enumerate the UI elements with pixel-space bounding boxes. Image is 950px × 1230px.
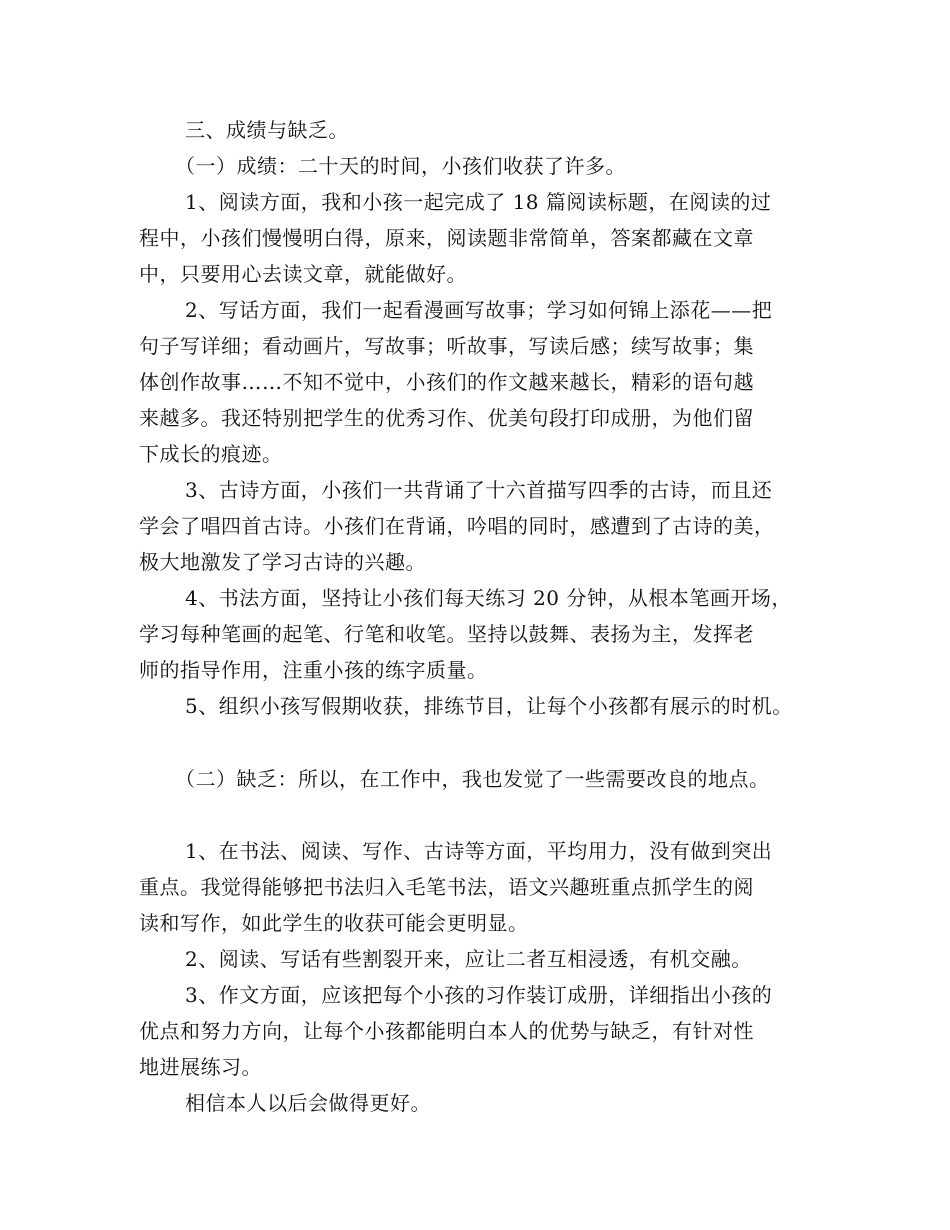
short1-line-1: 1、在书法、阅读、写作、古诗等方面，平均用力，没有做到突出 xyxy=(185,839,773,863)
short3-line-1: 3、作文方面，应该把每个小孩的习作装订成册，详细指出小孩的 xyxy=(185,983,773,1007)
item2-line-4: 来越多。我还特别把学生的优秀习作、优美句段打印成册，为他们留 xyxy=(139,406,754,430)
shortcomings-heading: （二）缺乏：所以，在工作中，我也发觉了一些需要改良的地点。 xyxy=(175,767,770,791)
short2-line: 2、阅读、写话有些割裂开来，应让二者互相浸透，有机交融。 xyxy=(185,947,752,971)
closing-line: 相信本人以后会做得更好。 xyxy=(185,1091,431,1115)
achievements-heading: （一）成绩：二十天的时间，小孩们收获了许多。 xyxy=(175,154,626,178)
item4-line-2: 学习每种笔画的起笔、行笔和收笔。坚持以鼓舞、表扬为主，发挥老 xyxy=(139,622,754,646)
item1-line-3: 中，只要用心去读文章，就能做好。 xyxy=(139,262,467,286)
short3-line-3: 地进展练习。 xyxy=(139,1055,262,1079)
item3-line-3: 极大地激发了学习古诗的兴趣。 xyxy=(139,550,426,574)
item3-line-2: 学会了唱四首古诗。小孩们在背诵，吟唱的同时，感遭到了古诗的美， xyxy=(139,514,775,538)
item1-line-1: 1、阅读方面，我和小孩一起完成了 18 篇阅读标题，在阅读的过 xyxy=(185,190,772,214)
item2-line-3: 体创作故事……不知不觉中，小孩们的作文越来越长，精彩的语句越 xyxy=(139,370,754,394)
item5-line: 5、组织小孩写假期收获，排练节目，让每个小孩都有展示的时机。 xyxy=(185,694,793,718)
item2-line-1: 2、写话方面，我们一起看漫画写故事；学习如何锦上添花——把 xyxy=(185,298,773,322)
item2-line-5: 下成长的痕迹。 xyxy=(139,442,283,466)
item2-line-2: 句子写详细；看动画片，写故事；听故事，写读后感；续写故事；集 xyxy=(139,334,754,358)
short1-line-2: 重点。我觉得能够把书法归入毛笔书法，语文兴趣班重点抓学生的阅 xyxy=(139,875,754,899)
item4-line-1: 4、书法方面，坚持让小孩们每天练习 20 分钟，从根本笔画开场， xyxy=(185,586,792,610)
short1-line-3: 读和写作，如此学生的收获可能会更明显。 xyxy=(139,911,529,935)
item1-line-2: 程中，小孩们慢慢明白得，原来，阅读题非常简单，答案都藏在文章 xyxy=(139,226,754,250)
short3-line-2: 优点和努力方向，让每个小孩都能明白本人的优势与缺乏，有针对性 xyxy=(139,1019,754,1043)
item4-line-3: 师的指导作用，注重小孩的练字质量。 xyxy=(139,658,488,682)
section-title: 三、成绩与缺乏。 xyxy=(185,118,349,142)
item3-line-1: 3、古诗方面，小孩们一共背诵了十六首描写四季的古诗，而且还 xyxy=(185,478,773,502)
